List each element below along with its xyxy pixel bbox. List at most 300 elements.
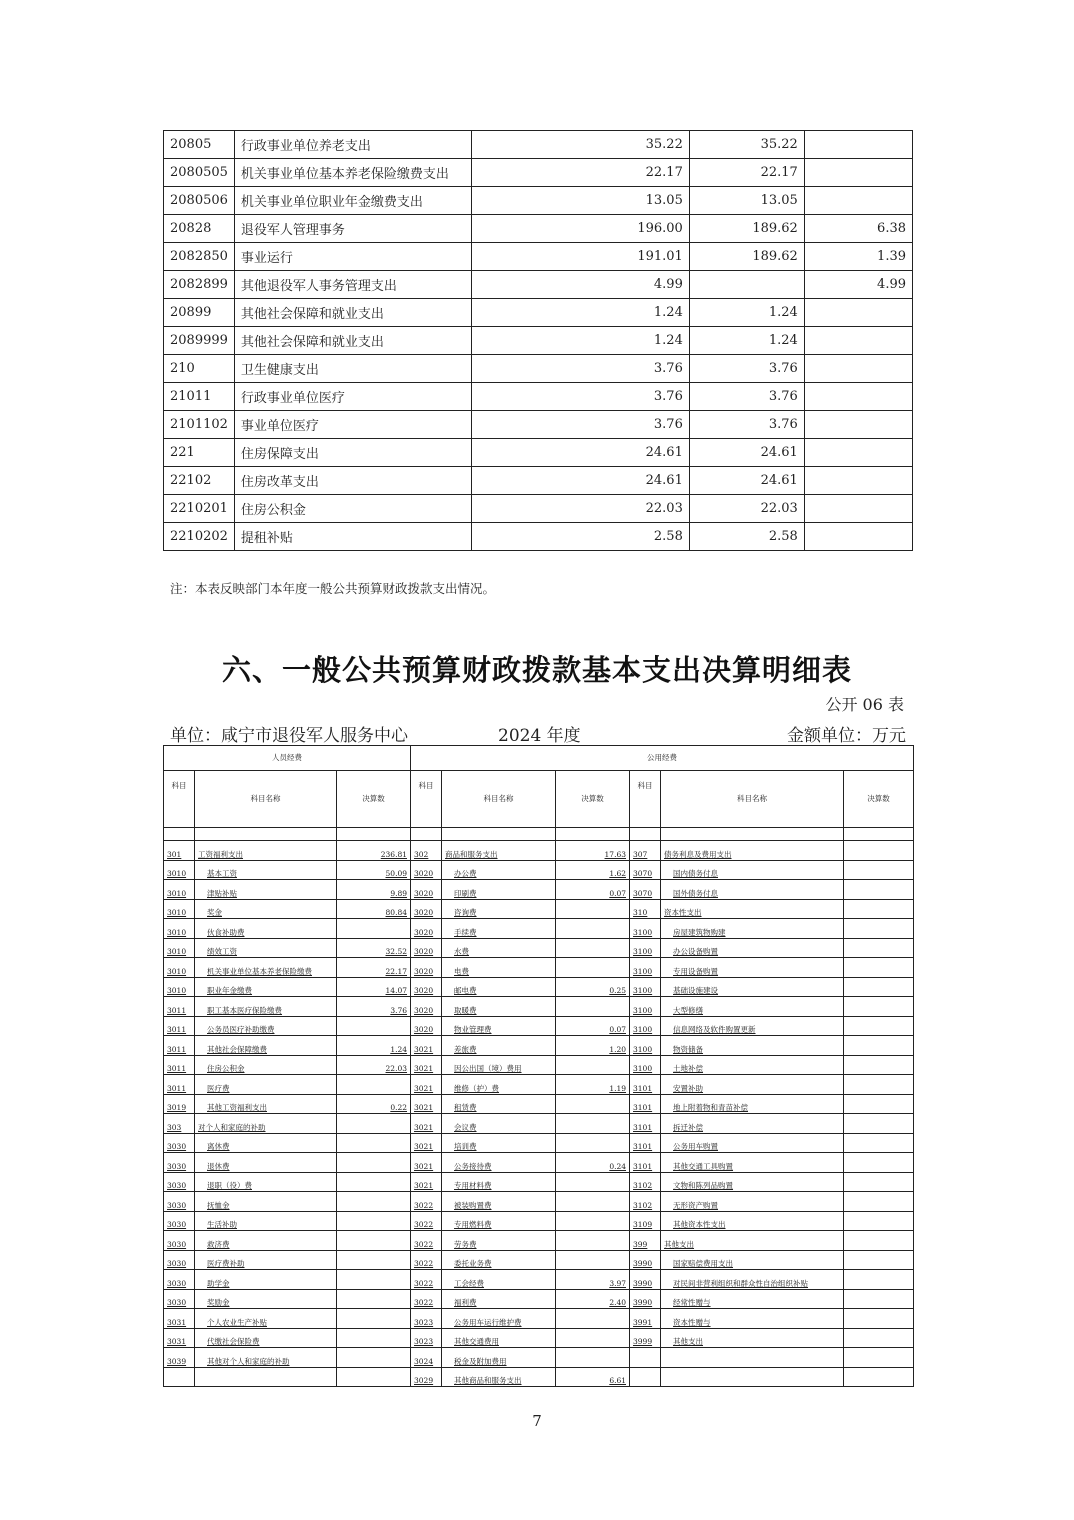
- subject-code: [164, 1289, 195, 1309]
- amount: [337, 841, 411, 861]
- subject-name: [195, 1114, 337, 1134]
- table-row: [164, 215, 913, 243]
- amount: [844, 1250, 914, 1270]
- subject-name-text: 其他支出: [664, 1239, 695, 1249]
- amount: [556, 1055, 630, 1075]
- subject-name: [195, 1231, 337, 1251]
- amount-text: 0.22: [390, 1103, 408, 1112]
- subject-code: [630, 841, 661, 861]
- amount: [337, 1328, 411, 1348]
- subject-name: [195, 958, 337, 978]
- subject-code-text: 3990: [633, 1298, 653, 1307]
- subject-name: [195, 1172, 337, 1192]
- subject-name-text: 租赁费: [454, 1103, 477, 1112]
- subject-code-text: 3100: [633, 986, 653, 995]
- amount-text: 1.62: [609, 869, 627, 878]
- amount: [844, 1075, 914, 1095]
- total-amount: 24.61: [471, 467, 689, 495]
- col-header-code: 科目: [164, 771, 195, 828]
- subject-name: 行政事业单位医疗: [234, 383, 471, 411]
- total-amount: 1.24: [471, 299, 689, 327]
- subject-name-text: 因公出国（境）费用: [454, 1064, 522, 1073]
- subject-code-text: 3022: [414, 1278, 434, 1288]
- subject-code-text: 3021: [414, 1161, 434, 1171]
- subject-name-text: 公务员医疗补助缴费: [207, 1025, 275, 1034]
- amount: [337, 1075, 411, 1095]
- subject-code: 21011: [164, 383, 235, 411]
- subject-code: [411, 880, 442, 900]
- table-row: [164, 1153, 914, 1173]
- subject-name-text: 国外债务付息: [673, 888, 719, 898]
- subject-name-text: 其他工资福利支出: [207, 1103, 267, 1112]
- amount: [556, 1309, 630, 1329]
- amount: [556, 1192, 630, 1212]
- total-amount: 22.17: [471, 159, 689, 187]
- project-amount: [804, 439, 912, 467]
- subject-code: [630, 997, 661, 1017]
- subject-code: [411, 1211, 442, 1231]
- subject-name-text: 基本工资: [207, 869, 237, 878]
- subject-code-text: 3023: [414, 1337, 434, 1346]
- amount-text: 6.61: [609, 1376, 627, 1385]
- subject-name: [195, 1153, 337, 1173]
- subject-code-text: 3102: [633, 1181, 653, 1190]
- amount-text: 80.84: [385, 908, 408, 917]
- subject-code: 22102: [164, 467, 235, 495]
- subject-name: [195, 1309, 337, 1329]
- subject-code-text: 302: [414, 849, 429, 859]
- subject-code: [630, 1211, 661, 1231]
- subject-code: [630, 1094, 661, 1114]
- subject-name: [442, 841, 556, 861]
- amount-text: 50.09: [385, 869, 408, 878]
- subject-name-text: 离休费: [207, 1142, 230, 1151]
- subject-code-text: 3022: [414, 1220, 434, 1229]
- spacer-row: [164, 828, 914, 841]
- subject-name-text: 手续费: [454, 927, 477, 937]
- table-row: [164, 919, 914, 939]
- amount-text: 1.19: [609, 1083, 627, 1093]
- subject-name-text: 专用燃料费: [454, 1220, 492, 1229]
- subject-code: [630, 1075, 661, 1095]
- subject-code-text: 310: [633, 908, 648, 917]
- subject-name: [195, 1094, 337, 1114]
- table-row: [164, 327, 913, 355]
- amount: [844, 1036, 914, 1056]
- table-row: [164, 495, 913, 523]
- subject-name-text: 基础设施建设: [673, 986, 719, 995]
- subject-name: 住房保障支出: [234, 439, 471, 467]
- subject-name: [442, 1270, 556, 1290]
- subject-name-text: 物业管理费: [454, 1025, 492, 1034]
- table-row: [164, 1133, 914, 1153]
- project-amount: [804, 131, 912, 159]
- basic-expenditure-detail-table: [163, 745, 914, 1387]
- subject-name-text: 公务用车运行维护费: [454, 1317, 522, 1327]
- subject-name: [442, 1133, 556, 1153]
- subject-name: [442, 860, 556, 880]
- subject-name: [661, 1016, 844, 1036]
- subject-code: [411, 1075, 442, 1095]
- subject-name-text: 专用设备购置: [673, 966, 719, 976]
- subject-code-text: 301: [167, 849, 182, 859]
- subject-name-text: 退休费: [207, 1161, 230, 1171]
- table-row: [164, 958, 914, 978]
- col-header-amount: 决算数: [844, 771, 914, 828]
- total-amount: 13.05: [471, 187, 689, 215]
- table-row: [164, 977, 914, 997]
- subject-name: [195, 1250, 337, 1270]
- subject-code: [164, 1348, 195, 1368]
- subject-name: [442, 1094, 556, 1114]
- subject-code-text: 3022: [414, 1298, 434, 1307]
- subject-code: [164, 919, 195, 939]
- subject-code: [411, 1016, 442, 1036]
- subject-name: [661, 1270, 844, 1290]
- table-row: [164, 1289, 914, 1309]
- amount: [844, 919, 914, 939]
- amount: [337, 919, 411, 939]
- amount: [337, 1016, 411, 1036]
- subject-code: [411, 1250, 442, 1270]
- subject-code: [411, 1328, 442, 1348]
- subject-name: [661, 1250, 844, 1270]
- amount: [337, 1348, 411, 1368]
- group-header-row: [164, 746, 914, 771]
- amount: [556, 1094, 630, 1114]
- subject-code-text: 3100: [633, 947, 653, 956]
- subject-name-text: 被装购置费: [454, 1200, 492, 1210]
- amount: [556, 1250, 630, 1270]
- amount: [556, 1036, 630, 1056]
- subject-name: [442, 938, 556, 958]
- subject-code: [630, 938, 661, 958]
- subject-code: [164, 977, 195, 997]
- subject-name: 退役军人管理事务: [234, 215, 471, 243]
- subject-name-text: 商品和服务支出: [445, 849, 498, 859]
- subject-code: [630, 1328, 661, 1348]
- subject-code: [164, 1211, 195, 1231]
- subject-name: 其他社会保障和就业支出: [234, 327, 471, 355]
- amount: [337, 958, 411, 978]
- subject-code-text: 3030: [167, 1181, 187, 1190]
- total-amount: 191.01: [471, 243, 689, 271]
- subject-code-text: 3100: [633, 1025, 653, 1034]
- subject-code: [164, 1094, 195, 1114]
- amount: [844, 1348, 914, 1368]
- subject-code: [630, 1153, 661, 1173]
- table-row: [164, 880, 914, 900]
- basic-amount: 3.76: [689, 411, 804, 439]
- table-row: [164, 1328, 914, 1348]
- subject-name-text: 劳务费: [454, 1239, 477, 1249]
- table-row: [164, 1075, 914, 1095]
- subject-name: [195, 899, 337, 919]
- amount: [844, 860, 914, 880]
- table-row: [164, 1055, 914, 1075]
- subject-name: [661, 880, 844, 900]
- subject-code-text: 3031: [167, 1337, 187, 1346]
- fiscal-year: 2024 年度: [498, 726, 581, 746]
- subject-name: [661, 841, 844, 861]
- subject-code: [630, 958, 661, 978]
- money-unit: 金额单位：万元: [787, 726, 906, 746]
- subject-name: [442, 899, 556, 919]
- subject-code-text: 3039: [167, 1356, 187, 1366]
- amount: [844, 1016, 914, 1036]
- subject-code: [630, 860, 661, 880]
- empty-cell: [661, 828, 844, 841]
- subject-code-text: 3011: [167, 1044, 187, 1054]
- subject-name-text: 国内债务付息: [673, 869, 719, 878]
- subject-name: [195, 938, 337, 958]
- subject-name: [661, 1114, 844, 1134]
- project-amount: [804, 299, 912, 327]
- amount-text: 1.24: [390, 1044, 408, 1054]
- table-row: [164, 997, 914, 1017]
- amount: [844, 1192, 914, 1212]
- empty-cell: [195, 828, 337, 841]
- subject-name: [661, 1153, 844, 1173]
- table-row: [164, 1309, 914, 1329]
- table-row: [164, 243, 913, 271]
- amount: [556, 1114, 630, 1134]
- amount: [844, 1114, 914, 1134]
- subject-name: [661, 1289, 844, 1309]
- amount-text: 32.52: [385, 947, 408, 956]
- amount: [844, 1367, 914, 1387]
- subject-code: [164, 1250, 195, 1270]
- subject-name-text: 委托业务费: [454, 1259, 492, 1268]
- subject-name-text: 无形资产购置: [673, 1200, 719, 1210]
- col-header-code: 科目: [411, 771, 442, 828]
- amount: [337, 1094, 411, 1114]
- subject-name: [442, 880, 556, 900]
- basic-amount: 13.05: [689, 187, 804, 215]
- subject-code: [411, 1348, 442, 1368]
- table-row: [164, 187, 913, 215]
- amount: [844, 997, 914, 1017]
- subject-code-text: 3070: [633, 869, 653, 878]
- table-row: [164, 383, 913, 411]
- subject-code-text: 3101: [633, 1142, 653, 1151]
- table-row: [164, 271, 913, 299]
- subject-code: [630, 1270, 661, 1290]
- subject-name: [195, 1367, 337, 1387]
- subject-code: [411, 1172, 442, 1192]
- subject-name-text: 取暖费: [454, 1005, 477, 1015]
- amount: [556, 958, 630, 978]
- subject-code-text: 3100: [633, 1064, 653, 1073]
- subject-code-text: 3022: [414, 1259, 434, 1268]
- subject-name: [442, 1211, 556, 1231]
- subject-name: [195, 977, 337, 997]
- subject-name-text: 邮电费: [454, 986, 477, 995]
- subject-name-text: 绩效工资: [207, 947, 237, 956]
- page-number: 7: [532, 1412, 542, 1430]
- subject-name-text: 土地补偿: [673, 1064, 704, 1073]
- table-row: [164, 439, 913, 467]
- subject-name-text: 地上附着物和青苗补偿: [673, 1103, 749, 1112]
- subject-code: [411, 899, 442, 919]
- subject-name-text: 机关事业单位基本养老保险缴费: [207, 966, 312, 976]
- subject-name: [442, 1289, 556, 1309]
- subject-code-text: 3020: [414, 908, 434, 917]
- subject-code: [411, 1153, 442, 1173]
- subject-name-text: 代缴社会保险费: [207, 1337, 260, 1346]
- subject-name: [661, 958, 844, 978]
- subject-name: [661, 1348, 844, 1368]
- amount: [556, 977, 630, 997]
- amount: [337, 899, 411, 919]
- amount: [556, 1270, 630, 1290]
- subject-code: [411, 1367, 442, 1387]
- subject-code: [164, 899, 195, 919]
- subject-name-text: 医疗费补助: [207, 1259, 245, 1268]
- project-amount: [804, 159, 912, 187]
- amount: [337, 1231, 411, 1251]
- table-row: [164, 1172, 914, 1192]
- subject-name: [442, 997, 556, 1017]
- subject-name: [195, 1192, 337, 1212]
- subject-name-text: 国家赔偿费用支出: [673, 1259, 734, 1268]
- subject-code-text: 3019: [167, 1103, 187, 1112]
- subject-code-text: 3100: [633, 966, 653, 976]
- amount: [337, 1133, 411, 1153]
- subject-code-text: 3991: [633, 1317, 653, 1327]
- amount: [337, 1270, 411, 1290]
- table-row: [164, 1211, 914, 1231]
- subject-name: 事业单位医疗: [234, 411, 471, 439]
- subject-code-text: 3030: [167, 1200, 187, 1210]
- subject-code-text: 3010: [167, 947, 187, 956]
- basic-amount: 22.17: [689, 159, 804, 187]
- table-row: [164, 1250, 914, 1270]
- subject-name-text: 工资福利支出: [198, 849, 243, 859]
- amount: [556, 1348, 630, 1368]
- subject-name: [661, 1231, 844, 1251]
- subject-code: [164, 1114, 195, 1134]
- subject-name: 事业运行: [234, 243, 471, 271]
- subject-code: [164, 1075, 195, 1095]
- subject-name-text: 资本性支出: [664, 908, 702, 917]
- subject-code-text: 3100: [633, 1005, 653, 1015]
- project-amount: [804, 355, 912, 383]
- basic-amount: 35.22: [689, 131, 804, 159]
- subject-code-text: 3030: [167, 1239, 187, 1249]
- project-amount: 4.99: [804, 271, 912, 299]
- subject-name-text: 会议费: [454, 1122, 477, 1132]
- subject-name: [195, 1075, 337, 1095]
- subject-code-text: 3011: [167, 1083, 187, 1093]
- amount: [556, 1231, 630, 1251]
- amount: [844, 1231, 914, 1251]
- amount-text: 0.07: [609, 1025, 627, 1034]
- expenditure-table-continuation: [163, 130, 913, 551]
- subject-code: [164, 1270, 195, 1290]
- amount: [337, 1192, 411, 1212]
- subject-code: [630, 1172, 661, 1192]
- subject-code-text: 3020: [414, 927, 434, 937]
- subject-code: [411, 1309, 442, 1329]
- subject-code-text: 3022: [414, 1200, 434, 1210]
- subject-code: [630, 1289, 661, 1309]
- empty-cell: [442, 828, 556, 841]
- amount: [337, 997, 411, 1017]
- amount-text: 2.40: [609, 1298, 627, 1307]
- amount: [844, 1289, 914, 1309]
- subject-code: [411, 1036, 442, 1056]
- amount: [556, 1153, 630, 1173]
- subject-code-text: 3021: [414, 1142, 434, 1151]
- subject-code-text: 3010: [167, 966, 187, 976]
- subject-name-text: 其他社会保障缴费: [207, 1044, 267, 1054]
- subject-code: [411, 997, 442, 1017]
- amount: [844, 1172, 914, 1192]
- subject-name-text: 资本性赠与: [673, 1317, 711, 1327]
- subject-code-text: 3030: [167, 1220, 187, 1229]
- subject-code-text: 3990: [633, 1278, 653, 1288]
- basic-amount: 24.61: [689, 467, 804, 495]
- subject-code-text: 3100: [633, 1044, 653, 1054]
- basic-amount: 1.24: [689, 299, 804, 327]
- subject-name-text: 其他商品和服务支出: [454, 1376, 522, 1385]
- subject-name: [195, 880, 337, 900]
- col-header-code: 科目: [630, 771, 661, 828]
- table-row: [164, 1036, 914, 1056]
- subject-name: [442, 919, 556, 939]
- amount: [556, 1367, 630, 1387]
- total-amount: 3.76: [471, 355, 689, 383]
- subject-name-text: 公务用车购置: [673, 1142, 719, 1151]
- subject-name: [661, 1094, 844, 1114]
- col-header-amount: 决算数: [556, 771, 630, 828]
- subject-name: 机关事业单位职业年金缴费支出: [234, 187, 471, 215]
- total-amount: 3.76: [471, 383, 689, 411]
- subject-code-text: 3020: [414, 869, 434, 878]
- subject-code-text: 3021: [414, 1083, 434, 1093]
- amount: [556, 841, 630, 861]
- table-row: [164, 1367, 914, 1387]
- subject-code: [164, 860, 195, 880]
- subject-name: [442, 1153, 556, 1173]
- basic-amount: 3.76: [689, 383, 804, 411]
- subject-name-text: 房屋建筑物购建: [673, 927, 726, 937]
- amount-text: 0.25: [609, 986, 627, 995]
- reporting-unit: 单位：咸宁市退役军人服务中心: [170, 726, 408, 746]
- col-header-name: 科目名称: [442, 771, 556, 828]
- subject-code: [411, 1289, 442, 1309]
- subject-code-text: 3101: [633, 1161, 653, 1171]
- table-row: [164, 1192, 914, 1212]
- subject-name-text: 其他资本性支出: [673, 1220, 726, 1229]
- total-amount: 22.03: [471, 495, 689, 523]
- subject-name: [661, 977, 844, 997]
- subject-name-text: 职业年金缴费: [207, 986, 252, 995]
- subject-code: [164, 1231, 195, 1251]
- subject-name: 住房改革支出: [234, 467, 471, 495]
- subject-name-text: 物资储备: [673, 1044, 704, 1054]
- subject-name-text: 其他交通费用: [454, 1337, 500, 1346]
- subject-code-text: 307: [633, 849, 648, 859]
- subject-name: [195, 1055, 337, 1075]
- subject-name: [195, 1133, 337, 1153]
- table-row: [164, 1016, 914, 1036]
- subject-code: [630, 1133, 661, 1153]
- column-header-row: [164, 771, 914, 828]
- subject-code: 2210201: [164, 495, 235, 523]
- amount: [556, 938, 630, 958]
